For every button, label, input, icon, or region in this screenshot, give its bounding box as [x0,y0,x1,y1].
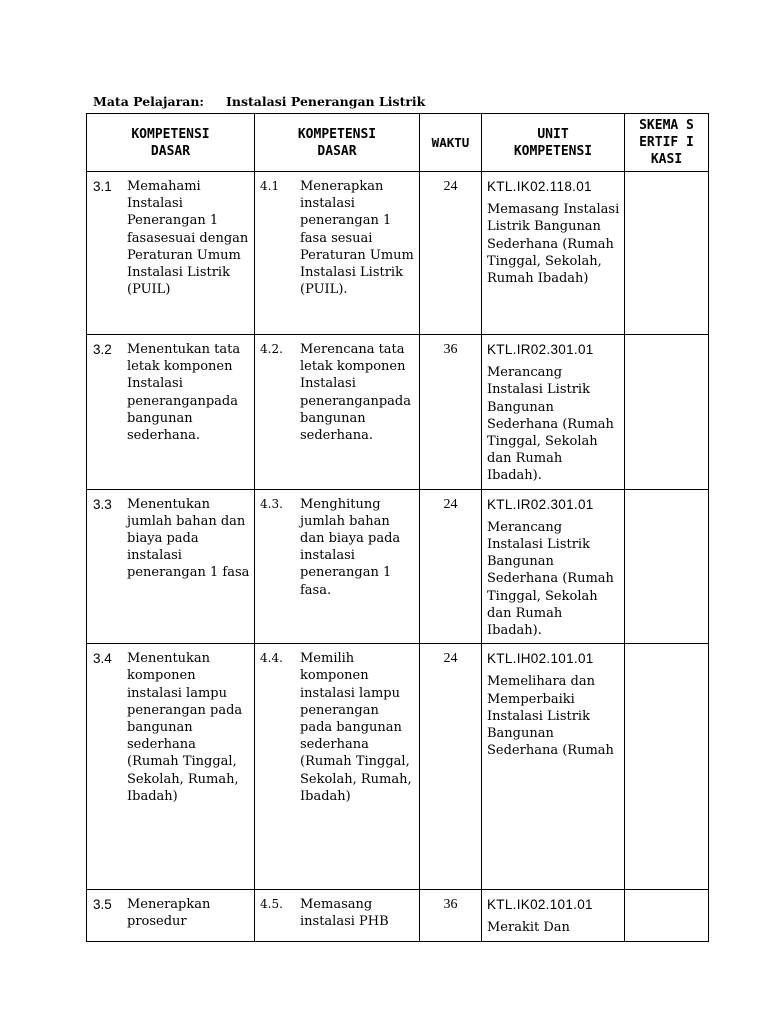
waktu-cell [420,644,482,890]
skema-cell [625,489,709,644]
kd3-cell [87,489,255,644]
kd3-cell [87,335,255,490]
kd3-cell [87,644,255,890]
unit-title: Memelihara dan Memperbaiki Instalasi Listrik Bangunan Sederhana (Rumah [487,674,614,759]
unit-cell [482,890,625,941]
kd4-text: Menerapkan instalasi penerangan 1 fasa sesuai Peraturan Umum Instalasi Listrik (PUIL). [300,179,414,298]
unit-code: KTL.IK02.101.01 [487,897,593,913]
header-kd4: KOMPETENSI DASAR [255,114,420,172]
unit-code: KTL.IH02.101.01 [487,651,594,667]
waktu-value: 24 [443,496,458,512]
skema-cell [625,172,709,335]
unit-cell [482,172,625,335]
kd4-number: 4.2. [260,342,283,356]
waktu-value: 24 [443,179,458,194]
document-header [93,94,425,109]
kd4-number: 4.5. [260,897,283,912]
header-skema: SKEMA SERTIF IKASI [625,114,709,172]
competency-table [86,113,709,942]
kd4-cell [255,335,420,490]
kd4-cell [255,644,420,890]
waktu-cell [420,335,482,490]
unit-title: Merancang Instalasi Listrik Bangunan Sederhana (Rumah Tinggal, Sekolah dan Rumah Ibadah). [487,519,614,639]
waktu-value: 36 [443,897,458,913]
waktu-value: 24 [443,651,458,667]
skema-cell [625,335,709,490]
kd3-text: Menentukan jumlah bahan dan biaya pada instalasi penerangan 1 fasa [127,496,250,581]
kd4-number: 4.1 [260,179,280,193]
subject-label: Mata Pelajaran: [93,94,205,109]
kd3-number: 3.3 [93,496,112,512]
kd3-cell [87,890,255,941]
kd4-text: Menghitung jumlah bahan dan biaya pada instalasi penerangan 1 fasa. [300,496,401,598]
table-header-row [87,114,709,172]
unit-title: Memasang Instalasi Listrik Bangunan Sederhana (Rumah Tinggal, Sekolah, Rumah Ibadah) [487,202,620,287]
kd4-text: Merencana tata letak komponen Instalasi peneranganpada bangunan sederhana. [300,342,412,444]
skema-cell [625,644,709,890]
subject-value: Instalasi Penerangan Listrik [226,94,426,109]
header-kd3: KOMPETENSI DASAR [87,114,255,172]
unit-cell [482,335,625,490]
unit-code: KTL.IR02.301.01 [487,342,594,357]
kd3-number: 3.4 [93,651,112,667]
unit-code: KTL.IR02.301.01 [487,496,594,512]
waktu-cell [420,890,482,941]
kd4-cell [255,489,420,644]
kd3-cell [87,172,255,335]
kd3-number: 3.5 [93,897,112,913]
unit-title: Merakit Dan [487,920,570,936]
kd3-text: Menentukan komponen instalasi lampu penerangan pada bangunan sederhana (Rumah Tinggal, Sekolah, Rumah, Ibadah) [127,651,243,804]
table-row [87,890,709,941]
unit-cell [482,644,625,890]
kd4-text: Memilih komponen instalasi lampu penerangan pada bangunan sederhana (Rumah Tinggal, Sekolah, Rumah, Ibadah) [300,651,412,804]
kd4-number: 4.3. [260,496,283,511]
table-row [87,489,709,644]
table-row [87,644,709,890]
kd4-text: Memasang instalasi PHB [300,897,389,930]
kd4-cell [255,172,420,335]
waktu-value: 36 [443,342,458,357]
skema-cell [625,890,709,941]
kd4-number: 4.4. [260,651,283,666]
waktu-cell [420,172,482,335]
kd4-cell [255,890,420,941]
kd3-number: 3.1 [93,179,112,194]
kd3-text: Menentukan tata letak komponen Instalasi peneranganpada bangunan sederhana. [127,342,241,444]
kd3-text: Menerapkan prosedur [127,897,211,930]
waktu-cell [420,489,482,644]
table-row [87,172,709,335]
header-unit: UNIT KOMPETENSI [482,114,625,172]
unit-title: Merancang Instalasi Listrik Bangunan Sederhana (Rumah Tinggal, Sekolah dan Rumah Ibadah). [487,365,614,484]
header-waktu: WAKTU [420,114,482,172]
table-row [87,335,709,490]
kd3-number: 3.2 [93,342,112,357]
unit-cell [482,489,625,644]
kd3-text: Memahami Instalasi Penerangan 1 fasasesuai dengan Peraturan Umum Instalasi Listrik (PUIL) [127,179,249,298]
unit-code: KTL.IK02.118.01 [487,179,592,194]
